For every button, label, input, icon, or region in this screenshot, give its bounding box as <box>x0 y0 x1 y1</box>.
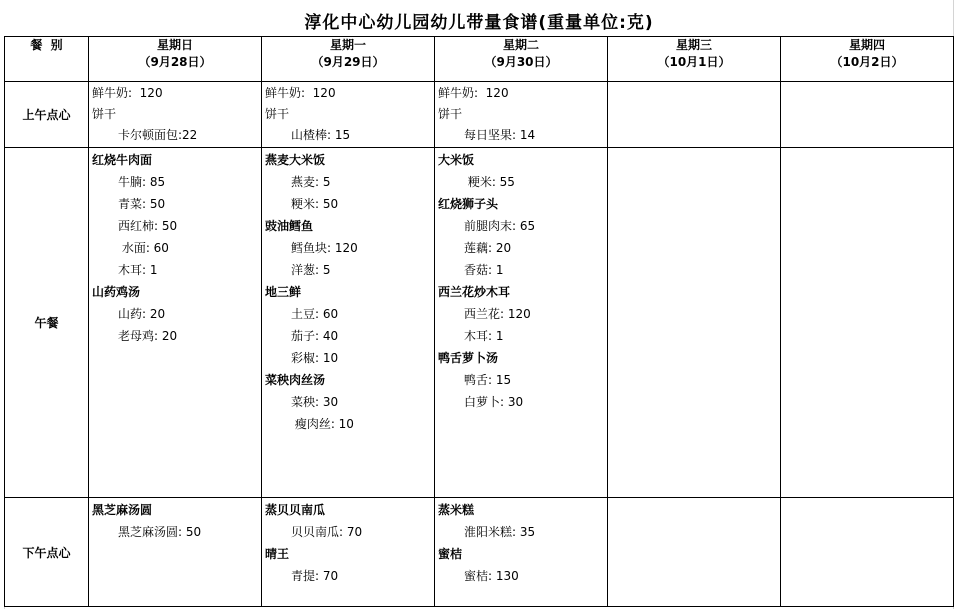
ingredient-line: 茄子: 40 <box>291 329 339 343</box>
ingredient-line: 西兰花: 120 <box>464 307 531 321</box>
dish-name: 西兰花炒木耳 <box>438 285 511 299</box>
day-date: （10月1日） <box>657 55 731 69</box>
menu-item: 饼干 <box>92 107 117 121</box>
menu-cell[interactable] <box>781 498 954 607</box>
dish-name: 大米饭 <box>438 153 475 167</box>
day-header[interactable] <box>262 37 435 82</box>
day-name: 星期四 <box>848 38 885 52</box>
day-date: （9月29日） <box>311 55 385 69</box>
ingredient-line: 白萝卜: 30 <box>464 395 524 409</box>
day-header[interactable] <box>608 37 781 82</box>
menu-cell[interactable] <box>608 498 781 607</box>
menu-cell[interactable] <box>781 82 954 148</box>
ingredient-line: 莲藕: 20 <box>464 241 512 255</box>
ingredient-line: 水面: 60 <box>118 241 169 255</box>
dish-name: 山药鸡汤 <box>92 285 141 299</box>
ingredient-line: 彩椒: 10 <box>291 351 339 365</box>
ingredient-line: 青提: 70 <box>291 569 339 583</box>
day-name: 星期三 <box>675 38 712 52</box>
ingredient-line: 鳕鱼块: 120 <box>291 241 358 255</box>
menu-cell[interactable] <box>262 498 435 607</box>
ingredient-line: 木耳: 1 <box>118 263 158 277</box>
ingredient-line: 粳米: 50 <box>291 197 339 211</box>
dish-name: 豉油鳕鱼 <box>265 219 314 233</box>
ingredient-line: 牛腩: 85 <box>118 175 166 189</box>
ingredient-line: 淮阳米糕: 35 <box>464 525 536 539</box>
ingredient-line: 山楂棒: 15 <box>291 128 351 142</box>
menu-cell[interactable] <box>435 82 608 148</box>
ingredient-line: 粳米: 55 <box>464 175 515 189</box>
ingredient-line: 土豆: 60 <box>291 307 339 321</box>
menu-table <box>4 36 954 607</box>
menu-item: 饼干 <box>438 107 463 121</box>
day-name: 星期二 <box>502 38 539 52</box>
menu-item: 鲜牛奶: 120 <box>265 86 336 100</box>
ingredient-line: 瘦肉丝: 10 <box>291 417 354 431</box>
dish-name: 晴王 <box>265 547 290 561</box>
day-date: （10月2日） <box>830 55 904 69</box>
ingredient-line: 卡尔顿面包:22 <box>118 128 198 142</box>
day-header[interactable] <box>781 37 954 82</box>
menu-item: 饼干 <box>265 107 290 121</box>
day-name: 星期一 <box>329 38 366 52</box>
dish-name: 红烧狮子头 <box>438 197 499 211</box>
day-header[interactable] <box>435 37 608 82</box>
menu-cell[interactable] <box>89 82 262 148</box>
ingredient-line: 每日坚果: 14 <box>464 128 536 142</box>
dish-name: 鸭舌萝卜汤 <box>438 351 499 365</box>
menu-cell[interactable] <box>435 498 608 607</box>
ingredient-line: 西红柿: 50 <box>118 219 178 233</box>
ingredient-line: 山药: 20 <box>118 307 166 321</box>
ingredient-line: 贝贝南瓜: 70 <box>291 525 363 539</box>
ingredient-line: 洋葱: 5 <box>291 263 331 277</box>
ingredient-line: 老母鸡: 20 <box>118 329 178 343</box>
ingredient-line: 前腿肉末: 65 <box>464 219 536 233</box>
dish-name: 菜秧肉丝汤 <box>265 373 326 387</box>
day-header[interactable] <box>89 37 262 82</box>
dish-name: 地三鲜 <box>265 285 302 299</box>
day-name: 星期日 <box>156 38 193 52</box>
meal-label[interactable]: 下午点心 <box>5 498 89 607</box>
dish-name: 蒸贝贝南瓜 <box>265 503 326 517</box>
dish-name: 燕麦大米饭 <box>265 153 326 167</box>
ingredient-line: 菜秧: 30 <box>291 395 339 409</box>
menu-cell[interactable] <box>89 498 262 607</box>
ingredient-line: 鸭舌: 15 <box>464 373 512 387</box>
page-title: 淳化中心幼儿园幼儿带量食谱(重量单位:克) <box>304 13 654 33</box>
meal-column-header[interactable]: 餐 别 <box>5 37 89 82</box>
ingredient-line: 燕麦: 5 <box>291 175 331 189</box>
meal-label[interactable]: 上午点心 <box>5 82 89 148</box>
menu-cell[interactable] <box>262 82 435 148</box>
menu-cell[interactable] <box>608 148 781 498</box>
menu-cell[interactable] <box>781 148 954 498</box>
meal-row-morning <box>5 82 954 148</box>
menu-item: 鲜牛奶: 120 <box>438 86 509 100</box>
menu-cell[interactable] <box>608 82 781 148</box>
ingredient-line: 木耳: 1 <box>464 329 504 343</box>
day-date: （9月30日） <box>484 55 558 69</box>
ingredient-line: 蜜桔: 130 <box>464 569 519 583</box>
meal-row-lunch <box>5 148 954 498</box>
ingredient-line: 香菇: 1 <box>464 263 504 277</box>
ingredient-line: 青菜: 50 <box>118 197 166 211</box>
ingredient-line: 黑芝麻汤圆: 50 <box>118 525 202 539</box>
day-date: （9月28日） <box>138 55 212 69</box>
menu-cell[interactable] <box>262 148 435 498</box>
dish-name: 蜜桔 <box>438 547 463 561</box>
header-row <box>5 37 954 82</box>
meal-row-afternoon <box>5 498 954 607</box>
meal-label[interactable]: 午餐 <box>5 148 89 498</box>
menu-cell[interactable] <box>435 148 608 498</box>
dish-name: 红烧牛肉面 <box>92 153 153 167</box>
dish-name: 蒸米糕 <box>438 503 475 517</box>
menu-item: 鲜牛奶: 120 <box>92 86 163 100</box>
dish-name: 黑芝麻汤圆 <box>92 503 153 517</box>
menu-cell[interactable] <box>89 148 262 498</box>
